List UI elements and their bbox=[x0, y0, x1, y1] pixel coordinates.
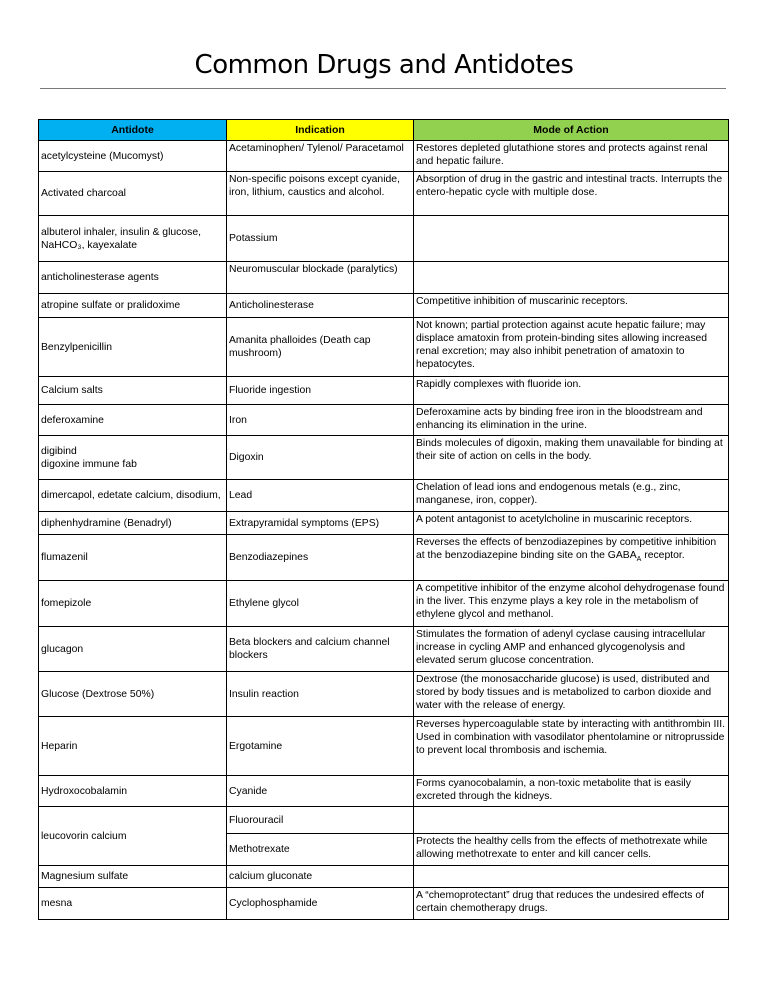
antidote-cell: atropine sulfate or pralidoxime bbox=[39, 294, 227, 318]
table-row bbox=[39, 672, 729, 717]
antidote-cell: Calcium salts bbox=[39, 377, 227, 405]
table-row bbox=[39, 717, 729, 776]
antidote-cell bbox=[39, 436, 227, 480]
antidote-cell: Benzylpenicillin bbox=[39, 318, 227, 377]
header-mode: Mode of Action bbox=[414, 120, 729, 141]
table-row bbox=[39, 581, 729, 627]
mode-cell: Forms cyanocobalamin, a non-toxic metabolite that is easily excreted through the kidneys. bbox=[414, 776, 729, 807]
indication-cell: Neuromuscular blockade (paralytics) bbox=[227, 262, 414, 294]
header-antidote: Antidote bbox=[39, 120, 227, 141]
indication-cell: Non-specific poisons except cyanide, iron, lithium, caustics and alcohol. bbox=[227, 172, 414, 216]
indication-cell: Insulin reaction bbox=[227, 672, 414, 717]
mode-cell: Reverses hypercoagulable state by interacting with antithrombin III. Used in combination with vasodilator phentolamine or nitroprusside to prevent local thrombosis and ischemia. bbox=[414, 717, 729, 776]
antidote-cell: anticholinesterase agents bbox=[39, 262, 227, 294]
antidote-cell: deferoxamine bbox=[39, 405, 227, 436]
table-row bbox=[39, 405, 729, 436]
indication-cell: Digoxin bbox=[227, 436, 414, 480]
antidote-cell: Heparin bbox=[39, 717, 227, 776]
indication-cell: Beta blockers and calcium channel blockers bbox=[227, 627, 414, 672]
mode-text-end: receptor. bbox=[641, 550, 685, 561]
table-row bbox=[39, 216, 729, 262]
antidote-cell: diphenhydramine (Benadryl) bbox=[39, 512, 227, 535]
mode-cell: A potent antagonist to acetylcholine in muscarinic receptors. bbox=[414, 512, 729, 535]
antidote-cell: acetylcysteine (Mucomyst) bbox=[39, 141, 227, 172]
antidote-cell: dimercapol, edetate calcium, disodium, bbox=[39, 480, 227, 512]
indication-cell: calcium gluconate bbox=[227, 866, 414, 888]
antidote-cell: mesna bbox=[39, 888, 227, 920]
indication-cell: Potassium bbox=[227, 216, 414, 262]
table-row bbox=[39, 294, 729, 318]
mode-cell: Deferoxamine acts by binding free iron in the bloodstream and enhancing its elimination in the urine. bbox=[414, 405, 729, 436]
antidote-line: digibind bbox=[41, 445, 77, 457]
mode-cell: Competitive inhibition of muscarinic receptors. bbox=[414, 294, 729, 318]
antidotes-table bbox=[38, 119, 729, 920]
mode-cell: Dextrose (the monosaccharide glucose) is used, distributed and stored by body tissues and is metabolized to carbon dioxide and water with the release of energy. bbox=[414, 672, 729, 717]
mode-cell: Stimulates the formation of adenyl cyclase causing intracellular increase in cycling AMP and enhanced glycogenolysis and elevated serum glucose concentration. bbox=[414, 627, 729, 672]
indication-cell: Amanita phalloides (Death cap mushroom) bbox=[227, 318, 414, 377]
table-row bbox=[39, 888, 729, 920]
table-row bbox=[39, 807, 729, 834]
indication-cell: Extrapyramidal symptoms (EPS) bbox=[227, 512, 414, 535]
mode-cell bbox=[414, 866, 729, 888]
mode-cell: Absorption of drug in the gastric and intestinal tracts. Interrupts the entero-hepatic cycle with multiple dose. bbox=[414, 172, 729, 216]
table-row bbox=[39, 512, 729, 535]
mode-cell: Restores depleted glutathione stores and protects against renal and hepatic failure. bbox=[414, 141, 729, 172]
table-row bbox=[39, 318, 729, 377]
indication-cell: Cyclophosphamide bbox=[227, 888, 414, 920]
mode-cell: Protects the healthy cells from the effects of methotrexate while allowing methotrexate to enter and kill cancer cells. bbox=[414, 834, 729, 866]
indication-cell: Anticholinesterase bbox=[227, 294, 414, 318]
mode-cell: A competitive inhibitor of the enzyme alcohol dehydrogenase found in the liver. This enzyme plays a key role in the metabolism of ethylene glycol and methanol. bbox=[414, 581, 729, 627]
indication-cell: Fluoride ingestion bbox=[227, 377, 414, 405]
indication-cell: Ergotamine bbox=[227, 717, 414, 776]
antidote-cell: Glucose (Dextrose 50%) bbox=[39, 672, 227, 717]
indication-cell: Methotrexate bbox=[227, 834, 414, 866]
mode-cell bbox=[414, 535, 729, 581]
mode-cell: Binds molecules of digoxin, making them unavailable for binding at their site of action on cells in the body. bbox=[414, 436, 729, 480]
page-title: Common Drugs and Antidotes bbox=[194, 50, 574, 80]
mode-cell: Chelation of lead ions and endogenous metals (e.g., zinc, manganese, iron, copper). bbox=[414, 480, 729, 512]
header-indication: Indication bbox=[227, 120, 414, 141]
antidote-cell: albuterol inhaler, insulin & glucose, NaHCO₃, kayexalate bbox=[39, 216, 227, 262]
antidote-cell: Activated charcoal bbox=[39, 172, 227, 216]
table-row bbox=[39, 377, 729, 405]
table-row bbox=[39, 262, 729, 294]
antidote-cell: Magnesium sulfate bbox=[39, 866, 227, 888]
header-row bbox=[39, 120, 729, 141]
table-row bbox=[39, 141, 729, 172]
table-row bbox=[39, 436, 729, 480]
mode-text: Reverses the effects of benzodiazepines by competitive inhibition at the benzodiazepine binding site on the GABA bbox=[416, 537, 717, 561]
antidote-cell: Hydroxocobalamin bbox=[39, 776, 227, 807]
table-row bbox=[39, 535, 729, 581]
indication-cell: Ethylene glycol bbox=[227, 581, 414, 627]
mode-cell: A “chemoprotectant” drug that reduces the undesired effects of certain chemotherapy drugs. bbox=[414, 888, 729, 920]
antidote-cell: leucovorin calcium bbox=[39, 807, 227, 866]
indication-cell: Benzodiazepines bbox=[227, 535, 414, 581]
mode-cell: Rapidly complexes with fluoride ion. bbox=[414, 377, 729, 405]
table-row bbox=[39, 172, 729, 216]
antidote-cell: glucagon bbox=[39, 627, 227, 672]
mode-cell: Not known; partial protection against acute hepatic failure; may displace amatoxin from protein-binding sites allowing increased renal excretion; may also inhibit penetration of amatoxin to hepatocytes. bbox=[414, 318, 729, 377]
antidote-cell: flumazenil bbox=[39, 535, 227, 581]
antidote-line: digoxine immune fab bbox=[41, 458, 137, 470]
indication-cell: Acetaminophen/ Tylenol/ Paracetamol bbox=[227, 141, 414, 172]
mode-cell bbox=[414, 216, 729, 262]
indication-cell: Lead bbox=[227, 480, 414, 512]
table-row bbox=[39, 776, 729, 807]
gaba-subscript: A bbox=[636, 556, 642, 564]
indication-cell: Cyanide bbox=[227, 776, 414, 807]
table-row bbox=[39, 866, 729, 888]
indication-cell: Iron bbox=[227, 405, 414, 436]
table-row bbox=[39, 480, 729, 512]
mode-cell bbox=[414, 262, 729, 294]
title-underline bbox=[40, 88, 726, 89]
indication-cell: Fluorouracil bbox=[227, 807, 414, 834]
mode-cell bbox=[414, 807, 729, 834]
table-row bbox=[39, 627, 729, 672]
antidote-cell: fomepizole bbox=[39, 581, 227, 627]
